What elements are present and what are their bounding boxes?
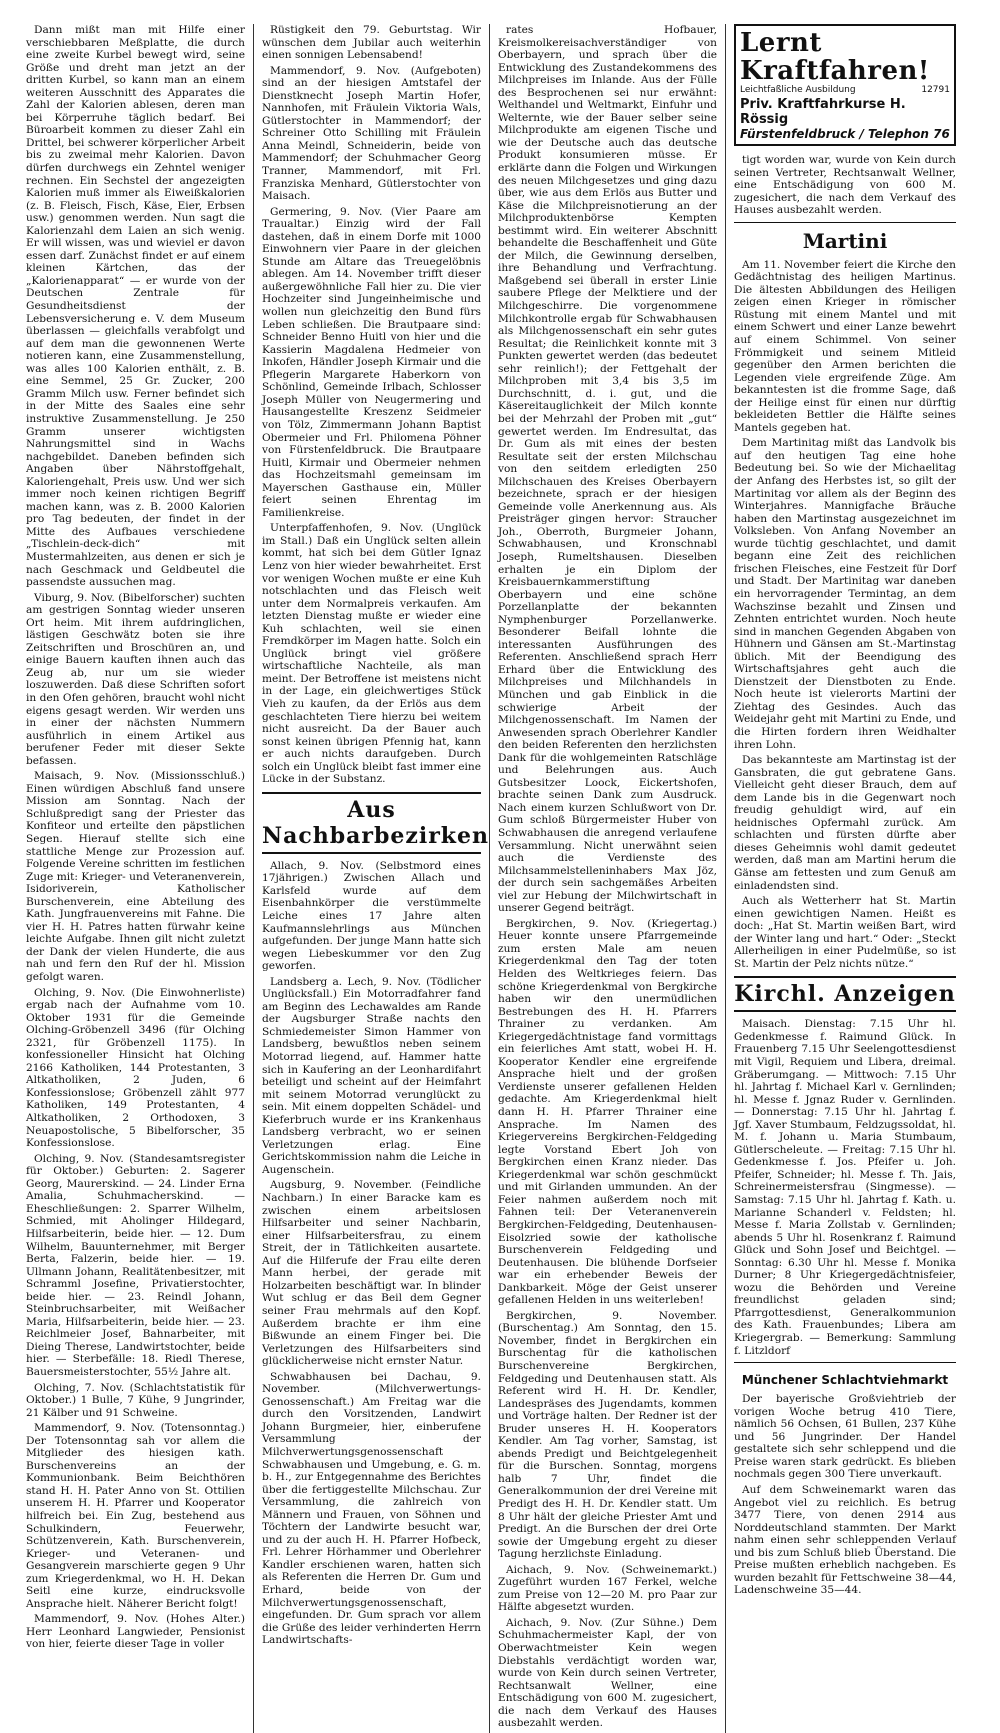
article: Olching, 7. Nov. (Schlachtstatistik für Oktober.) 1 Bulle, 7 Kühe, 9 Jungrinder, 21 Kälber und 91 Schweine. xyxy=(26,1381,245,1419)
article: Olching, 9. Nov. (Standesamtsregister für Oktober.) Geburten: 2. Sagerer Georg, Maurerskind. — 24. Linder Erna Amalia, Schuhmacherskind. — Eheschließungen: 2. Sparrer Wilhelm, Schmied, mit Aholinger Hildegard, Hilfsarbeiterin, beide hier. — 12. Dum Wilhelm, Bauunternehmer, mit Berger Berta, Falzerin, beide hier. — 19. Ullmann Johann, Realitätenbesitzer, mit Schramml Josefine, Privatierstochter, beide hier. — 23. Reindl Johann, Steinbruchsarbeiter, mit Weißacher Maria, Hilfsarbeiterin, beide hier. — 23. Reichlmeier Josef, Bahnarbeiter, mit Dieing Therese, Landwirtstochter, beide hier. — Sterbefälle: 18. Riedl Therese, Bauersmeisterstochter, 55½ Jahre alt. xyxy=(26,1152,245,1378)
article: Maisach, 9. Nov. (Missionsschluß.) Einen würdigen Abschluß fand unsere Mission am Sonntag. Nach der Schlußpredigt sang der Priester das Konfiteor und erteilte den päpstlichen Segen. Hierauf stellte sich eine stattliche Menge zur Prozession auf. Folgende Vereine schritten im festlichen Zuge mit: Krieger- und Veteranenverein, Isidoriverein, Katholischer Burschenverein, eine Abteilung des Kath. Jungfrauenvereins mit Fahne. Die vier H. H. Patres hatten fürwahr keine leichte Aufgabe. Ihnen gilt nicht zuletzt der Dank der vielen Hunderte, die aus nah und fern den Ruf der hl. Mission gefolgt waren. xyxy=(26,770,245,984)
article: Aichach, 9. Nov. (Zur Sühne.) Dem Schuhmachermeister Kapl, der von Oberwachtmeister Kein wegen Diebstahls verdächtigt worden war, wurde von Kein durch seinen Vertreter, Rechtsanwalt Wellner, eine Entschädigung von 600 M. zugesichert, die nach dem Verkauf des Hauses ausbezahlt werden. xyxy=(498,1616,717,1730)
article: Rüstigkeit den 79. Geburtstag. Wir wünschen dem Jubilar auch weiterhin einen sonnigen Lebensabend! xyxy=(262,24,481,62)
ad-address: Fürstenfeldbruck / Telephon 76 xyxy=(740,127,950,141)
church-notices: Maisach. Dienstag: 7.15 Uhr hl. Gedenkmesse f. Raimund Glück. In Frauenberg 7.15 Uhr Seelengottesdienst mit Vigil, Requiem und Libera, dreimal. Gräberumgang. — Mittwoch: 7.15 Uhr hl. Jahrtag f. Michael Karl v. Gernlinden; hl. Messe f. Jgnaz Ruder v. Gernlinden. — Donnerstag: 7.15 Uhr hl. Jahrtag f. Jgf. Xaver Stumbaum, Feldzugssoldat, hl. M. f. Johann u. Maria Stumbaum, Gütlerscheleute. — Freitag: 7.15 Uhr hl. Gedenkmesse f. Jos. Pfeifer u. Joh. Pfeifer, Schneider; hl. Messe f. Th. Jais, Schreinermeistersfrau (Singmesse). — Samstag: 7.15 Uhr hl. Jahrtag f. Kath. u. Marianne Schanderl v. Feldsten; hl. Messe f. Maria Zollstab v. Gernlinden; abends 5 Uhr hl. Rosenkranz f. Raimund Glück und Sohn Josef und Beichtgel. — Sonntag: 6.30 Uhr hl. Messe f. Monika Durner; 8 Uhr Kriegergedächtnisfeier, wozu die Behörden und Vereine freundlichst geladen sind; Pfarrgottesdienst, Generalkommunion des Kath. Frauenbundes; Libera am Kriegergrab. — Bemerkung: Sammlung f. Litzldorf xyxy=(734,1018,956,1357)
column-1 xyxy=(18,24,254,1733)
article: Olching, 9. Nov. (Die Einwohnerliste) ergab nach der Aufnahme vom 10. Oktober 1931 für die Gemeinde Olching-Gröbenzell 3496 (für Olching 2321, für Gröbenzell 1175). In konfessioneller Hinsicht hat Olching 2166 Katholiken, 144 Protestanten, 3 Altkatholiken, 2 Juden, 6 Konfessionslose; Gröbenzell zählt 977 Katholiken, 149 Protestanten, 4 Altkatholiken, 2 Orthodoxen, 3 Neuapostolische, 5 Bibelforscher, 35 Konfessionslose. xyxy=(26,986,245,1150)
article: Mammendorf, 9. Nov. (Hohes Alter.) Herr Leonhard Langwieder, Pensionist von hier, feierte dieser Tage in voller xyxy=(26,1613,245,1651)
article: Viburg, 9. Nov. (Bibelforscher) suchten am gestrigen Sonntag wieder unseren Ort heim. Mit ihrem aufdringlichen, lästigen Geschwätz boten sie ihre Zeitschriften und Broschüren an, und einige Bauern kauften ihnen auch das Zeug ab, nur um sie wieder loszuwerden. Daß diese Schriften sofort in den Ofen gehören, braucht wohl nicht eigens gesagt werden. Wir werden uns in einer der nächsten Nummern ausführlich in einem Artikel aus berufener Feder mit dieser Sekte befassen. xyxy=(26,591,245,767)
article: Bergkirchen, 9. Nov. (Kriegertag.) Heuer konnte unsere Pfarrgemeinde zum ersten Male am neuen Kriegerdenkmal den Tag der toten Helden des Weltkrieges feiern. Das schöne Kriegerdenkmal von Bergkirche haben wir den unermüdlichen Bestrebungen des H. H. Pfarrers Thrainer zu verdanken. Am Kriegergedächtnistage fand vormittags ein feierliches Amt statt, wobei H. H. Kooperator Kendler eine ergreifende Ansprache hielt und der großen Verdienste unserer gefallenen Helden gedachte. Am Kriegerdenkmal hielt dann H. H. Pfarrer Thrainer eine Ansprache. Im Namen des Kriegervereins Bergkirchen-Feldgeding legte Vorstand Ebert Joh von Bergkirchen einen Kranz nieder. Das Kriegerdenkmal war schön geschmückt und mit Girlanden ummunden. An der Feier nahmen außerdem noch mit Fahnen teil: Der Veteranenverein Bergkirchen-Feldgeding, Deutenhausen-Eisolzried sowie der katholische Burschenverein Feldgeding und Deutenhausen. Die blühende Dorfseier war ein erhebender Beweis der Dankbarkeit. Möge der Geist unserer gefallenen Helden in uns weiterleben! xyxy=(498,917,717,1307)
column-3 xyxy=(490,24,726,1733)
article: rates Hofbauer, Kreismolkereisachverständiger von Oberbayern, und sprach über die Entwicklung des Zustandekommens des Milchpreises im Inlande. Aus der Fülle des Besprochenen sei nur erwähnt: Welthandel und Weltmarkt, Einfuhr und Welternte, wie der Bauer selber seine Milchprodukte am eigenen Tische und wie der Deutsche auch das deutsche Produkt konsumieren müsse. Er erklärte dann die Folgen und Wirkungen des neuen Milchgesetzes und ging dazu über, wie aus dem Erlös aus Butter und Käse die Milchpreisnotierung an der Milchproduktenbörse Kempten bestimmt wird. Ein weiterer Abschnitt behandelte die Beschaffenheit und Güte der Milch, die Gewinnung derselben, ihre Behandlung und Verfrachtung. Maßgebend sei überall in erster Linie saubere Pflege der Melktiere und der Milchgeschirre. Die vorgenommene Milchkontrolle ergab für Schwabhausen als Milchgenossenschaft ein sehr gutes Resultat; die Reinlichkeit konnte mit 3 Punkten gewertet werden (das bedeutet sehr reinlich!); der Fettgehalt der Milchproben mit 3,4 bis 3,5 im Durchschnitt, d. i. gut, und die Käsereitauglichkeit der Milch konnte bei der Mehrzahl der Proben mit „gut“ gewertet werden. Im Endresultat, das Dr. Gum als mit eines der besten Resultate seit der ersten Milchschau von den seitdem erledigten 250 Milchschauen des Kreises Oberbayern bezeichnete, sprach er der hiesigen Gemeinde volle Anerkennung aus. Als Preisträger gingen hervor: Straucher Joh., Oberroth, Burgmeier Johann, Schwabhausen, und Kronschnabl Joseph, Rumeltshausen. Dieselben erhalten je ein Diplom der Kreisbauernkammerstiftung Oberbayern und eine schöne Porzellanplatte der bekannten Nymphenburger Porzellanwerke. Besonderer Beifall lohnte die interessanten Ausführungen des Referenten. Anschließend sprach Herr Erhard über die Entwicklung des Milchpreises und Milchhandels in München und gab Einblick in die schwierige Arbeit der Milchgenossenschaft. Im Namen der Anwesenden sprach Oberlehrer Kandler den beiden Referenten den herzlichsten Dank für die wohlgemeinten Ratschläge und Belehrungen aus. Auch Gutsbesitzer Loock, Eickertshofen, brachte seinen Dank zum Ausdruck. Nach einem kurzen Schlußwort von Dr. Gum schloß Bürgermeister Huber von Schwabhausen die anregend verlaufene Versammlung. Nicht unerwähnt seien auch die Verdienste des Milchsammelstelleninhabers Max Jöz, der durch sein sachgemäßes Arbeiten viel zur Hebung der Milchwirtschaft in unserer Gegend beiträgt. xyxy=(498,24,717,915)
article: Auch als Wetterherr hat St. Martin einen gewichtigen Namen. Heißt es doch: „Hat St. Martin weißen Bart, wird der Winter lang und hart.“ Oder: „Steckt Allerheiligen in einer Pudelmüße, so ist St. Martin der Pelz nichts nütze.“ xyxy=(734,895,956,970)
article: Mammendorf, 9. Nov. (Totensonntag.) Der Totensonntag sah vor allem die Mitglieder des hiesigen kath. Burschenvereins an der Kommunionbank. Beim Beichthören stand H. H. Pater Anno von St. Ottilien unserem H. H. Pfarrer und Kooperator hilfreich bei. Ein Zug, bestehend aus Schulkindern, Feuerwehr, Schützenverein, Kath. Burschenverein, Krieger- und Veteranen- und Gesangverein marschierte gegen 9 Uhr zum Kriegerdenkmal, wo H. H. Dekan Seitl eine kurze, eindrucksvolle Ansprache hielt. Näherer Bericht folgt! xyxy=(26,1422,245,1610)
section-heading-kirchl-anzeigen: Kirchl. Anzeigen xyxy=(734,976,956,1012)
article: Schwabhausen bei Dachau, 9. November. (Milchverwertungs-Genossenschaft.) Am Freitag war die durch den Vorsitzenden, Landwirt Johann Burgmeier, hier, einberufene Versammlung der Milchverwertungsgenossenschaft Schwabhausen und Umgebung, e. G. m. b. H., zur Entgegennahme des Berichtes über die fertiggestellte Milchschau. Zur Versammlung, die zahlreich von Männern und Frauen, von Söhnen und Töchtern der Landwirte besucht war, und zu der auch H. H. Pfarrer Hofbeck, Frl. Lehrer Hörhammer und Oberlehrer Kandler erschienen waren, hatten sich als Referenten die Herren Dr. Gum und Erhard, beide von der Milchverwertungsgenossenschaft, eingefunden. Dr. Gum sprach vor allem die Grüße des leider verhinderten Herrn Landwirtschafts- xyxy=(262,1370,481,1647)
article: Dem Martinitag mißt das Landvolk bis auf den heutigen Tag eine hohe Bedeutung bei. So wie der Michaelitag der Anfang des Herbstes ist, so gilt der Martinitag vor allem als der Beginn des Winterjahres. Mannigfache Bräuche haben den Martinstag ausgezeichnet im Volksleben. Von Anfang November an wurde tüchtig geschlachtet, und damit begann eine Zeit des reichlichen frischen Fleisches, eine Festzeit für Dorf und Stadt. Der Martinitag war daneben ein hervorragender Termintag, an dem Wachszinse bezahlt und Zinsen und Zehnten entrichtet wurden. Noch heute sind in manchen Gegenden Abgaben von Hühnern und Gänsen am St.-Martinstag üblich. Mit der Beendigung des Wirtschaftsjahres geht auch die Dienstzeit der Dienstboten zu Ende. Noch heute ist vielerorts Martini der Ziehtag des Gesindes. Auch das Weidejahr geht mit Martini zu Ende, und die Hirten fordern ihren Weidhalter ihren Lohn. xyxy=(734,437,956,751)
newspaper-page xyxy=(18,24,964,1730)
article: Dann mißt man mit Hilfe einer verschiebbaren Meßplatte, die durch eine zweite Kurbel bewegt wird, seine Größe und dreht man jetzt an der dritten Kurbel, so kann man an einem weiteren Ausschnitt des Apparates die Zahl der Kalorien ablesen, deren man bei Körperruhe täglich bedarf. Bei Büroarbeit kommen zu dieser Zahl ein Drittel, bei schwerer körperlicher Arbeit bis zu zweimal mehr Kalorien. Davon dürfen durchwegs ein Zehntel weniger rechnen. Ein Sechstel der angezeigten Kalorien muß immer als Eiweißkalorien (z. B. Fleisch, Fisch, Käse, Eier, Erbsen usw.) genommen werden. Nun sagt die Kalorienzahl dem Laien an sich wenig. Er will wissen, was und wieviel er davon essen darf. Zunächst findet er auf einem kleinen Kärtchen, das der „Kalorienapparat“ — er wurde von der Deutschen Zentrale für Gesundheitsdienst der Lebensversicherung e. V. dem Museum überlassen — gleichfalls verabfolgt und auf dem man die gewonnenen Werte notieren kann, eine Zusammenstellung, was alles 100 Kalorien enthält, z. B. eine Semmel, 25 Gr. Zucker, 200 Gramm Milch usw. Ferner befindet sich in der Mitte des Saales eine sehr instruktive Zusammenstellung. Je 250 Gramm unserer wichtigsten Nahrungsmittel sind in Wachs nachgebildet. Daneben befinden sich Angaben über Nährstoffgehalt, Kaloriengehalt, Preis usw. Und wer sich immer noch keinen richtigen Begriff machen kann, was z. B. 2000 Kalorien pro Tag bedeuten, der findet in der Mitte des Aufbaues verschiedene „Tischlein-deck-dich“ mit Mustermahlzeiten, aus denen er sich je nach Geschmack und Geldbeutel die passendste aussuchen mag. xyxy=(26,24,245,589)
article-heading-schlachtviehmarkt: Münchener Schlachtviehmarkt xyxy=(741,1373,949,1388)
article: Unterpfaffenhofen, 9. Nov. (Unglück im Stall.) Daß ein Unglück selten allein kommt, hat sich bei dem Gütler Ignaz Lenz von hier wieder bewahrheitet. Erst vor wenigen Wochen mußte er eine Kuh notschlachten und das Fleisch weit unter dem Normalpreis verkaufen. Am letzten Dienstag mußte er wieder eine Kuh schlachten, weil sie einen Fremdkörper im Magen hatte. Solch ein Unglück bringt viel größere wirtschaftliche Nachteile, als man meint. Der Betroffene ist meistens nicht in der Lage, ein gleichwertiges Stück Vieh zu kaufen, da der Erlös aus dem geschlachteten Tiere hierzu bei weitem nicht ausreicht. Da der Bauer auch sonst keinen übrigen Pfennig hat, kann er auch nichts daraufgeben. Durch solch ein Unglück bleibt fast immer eine Lücke in der Substanz. xyxy=(262,522,481,786)
ad-number: 12791 xyxy=(921,85,950,95)
article: Das bekannteste am Martinstag ist der Gansbraten, die gut gebratene Gans. Vielleicht geht dieser Brauch, dem auf dem Lande bis in die Gegenwart noch freudig gehuldigt wird, auf ein heidnisches Opfermahl zurück. Am schlachten und fürsten dürfte aber dieses Geheimnis wohl damit gedeutet werden, daß man am Martini herum die Gänse am fettesten und zum Genuß am einladendsten sind. xyxy=(734,754,956,892)
article: Allach, 9. Nov. (Selbstmord eines 17jährigen.) Zwischen Allach und Karlsfeld wurde auf dem Eisenbahnkörper die verstümmelte Leiche eines 17 Jahre alten Kaufmannslehrlings aus München aufgefunden. Der junge Mann hatte sich wegen Liebeskummer vor den Zug geworfen. xyxy=(262,859,481,973)
column-4 xyxy=(726,24,964,1733)
article: Bergkirchen, 9. November. (Burschentag.) Am Sonntag, den 15. November, findet in Bergkirchen ein Burschentag für die katholischen Burschenvereine Bergkirchen, Feldgeding und Deutenhausen statt. Als Referent wird H. H. Dr. Kendler, Landespräses des Jugendamts, kommen und Vorträge halten. Der Redner ist der Bruder unseres H. H. Kooperators Kendler. Am Tag vorher, Samstag, ist abends Predigt und Beichtgelegenheit für die Burschen. Sonntag, morgens halb 7 Uhr, findet die Generalkommunion der drei Vereine mit Predigt des H. H. Dr. Kendler statt. Um 8 Uhr hält der gleiche Priester Amt und Predigt. An die Burschen der drei Orte sowie der Umgebung ergeht zu dieser Tagung herzlichste Einladung. xyxy=(498,1309,717,1561)
divider xyxy=(734,222,956,223)
article: Augsburg, 9. November. (Feindliche Nachbarn.) In einer Baracke kam es zwischen einem arbeitslosen Hilfsarbeiter und seiner Nachbarin, einer Hilfsarbeitersfrau, zu einem Streit, der in Tätlichkeiten ausartete. Auf die Hilferufe der Frau eilte deren Mann herbei, der gerade mit Holzarbeiten beschäftigt war. In blinder Wut schlug er das Beil dem Gegner seiner Frau mehrmals auf den Kopf. Außerdem brachte er ihm eine Bißwunde an einem Finger bei. Die Verletzungen des Hilfsarbeiters sind glücklicherweise nicht ernster Natur. xyxy=(262,1179,481,1368)
ad-firm: Priv. Kraftfahrkurse H. Rössig xyxy=(740,97,906,127)
article: Mammendorf, 9. Nov. (Aufgeboten) sind an der hiesigen Amtstafel der Dienstknecht Joseph Martin Hofer, Nannhofen, mit Fräulein Viktoria Wals, Gütlerstochter in Mammendorf; der Schreiner Otto Schilling mit Fräulein Anna Meindl, Schneiderin, beide von Mammendorf; der Schuhmacher Georg Tranner, Mammendorf, mit Frl. Franziska Menhard, Gütlerstochter von Maisach. xyxy=(262,64,481,203)
ad-headline: Lernt Kraftfahren! xyxy=(740,28,930,86)
article: Am 11. November feiert die Kirche den Gedächtnistag des heiligen Martinus. Die ältesten Abbildungen des Heiligen zeigen einen Krieger in römischer Rüstung mit einem Mantel und mit einem Schwert und einer Lanze bewehrt auf einem Schimmel. Von seiner Frömmigkeit und seinem Mitleid gegenüber den Armen berichten die Legenden viele ergreifende Züge. Am bekanntesten ist die fromme Sage, daß der Heilige einst für einen nur dürftig bekleideten Bettler die Hälfte seines Mantels gegeben hat. xyxy=(734,258,956,434)
article: Der bayerische Großviehtrieb der vorigen Woche betrug 410 Tiere, nämlich 56 Ochsen, 61 Bullen, 237 Kühe und 56 Jungrinder. Der Handel gestaltete sich sehr schleppend und die Preise waren stark gedrückt. Es blieben nochmals gegen 300 Tiere unverkauft. xyxy=(734,1393,956,1481)
ad-subline xyxy=(740,85,950,95)
advertisement-driving-school xyxy=(734,24,956,146)
ad-tagline: Leichtfaßliche Ausbildung xyxy=(740,85,856,95)
article: Aichach, 9. Nov. (Schweinemarkt.) Zugeführt wurden 167 Ferkel, welche zum Preise von 12—20 M. pro Paar zur Hälfte abgesetzt wurden. xyxy=(498,1563,717,1614)
article: Landsberg a. Lech, 9. Nov. (Tödlicher Unglücksfall.) Ein Motorradfahrer fand am Beginn des Lechawaldes am Rande der Augsburger Straße nachts den Schmiedemeister Simon Hammer von Landsberg, bewußtlos neben seinem Motorrad liegend, auf. Hammer hatte sich in Kaufering an der Leonhardifahrt beteiligt und scheint auf der Heimfahrt mit seinem Motorrad verunglückt zu sein. Mit einem doppelten Schädel- und Kieferbruch wurde er ins Krankenhaus Landsberg verbracht, wo er seinen Verletzungen erlag. Eine Gerichtskommission nahm die Leiche in Augenschein. xyxy=(262,975,481,1176)
divider xyxy=(734,1362,956,1363)
column-2 xyxy=(254,24,490,1733)
article: Germering, 9. Nov. (Vier Paare am Traualtar.) Einzig wird der Fall dastehen, daß in einem Dorfe mit 1000 Einwohnern vier Paare in der gleichen Stunde am Altare das Treuegelöbnis ablegen. Am 14. November trifft dieser außergewöhnliche Fall hier zu. Die vier Hochzeiter sind Jungeinheimische und wollen nun gleichzeitig den Bund fürs Leben schließen. Die Brautpaare sind: Schneider Benno Huitl von hier und die Kassierin Magdalena Hedmeier von Inkofen, Händler Joseph Kirmair und die Pflegerin Margarete Haberkorn von Schönlind, Gemeinde Irlbach, Schlosser Joseph Müller von Neugermering und Hausangestellte Kreszenz Seidmeier von Tölz, Zimmermann Johann Baptist Obermeier und Frl. Philomena Pöhner von Fürstenfeldbruck. Die Brautpaare Huitl, Kirmair und Obermeier nehmen das Hochzeitsmahl gemeinsam im Mayerschen Gasthause ein, Müller feiert seinen Ehrentag im Familienkreise. xyxy=(262,205,481,519)
article-heading-martini: Martini xyxy=(802,228,888,253)
article-continuation: tigt worden war, wurde von Kein durch seinen Vertreter, Rechtsanwalt Wellner, eine Entschädigung von 600 M. zugesichert, die nach dem Verkauf des Hauses ausbezahlt werden. xyxy=(734,154,956,217)
article: Auf dem Schweinemarkt waren das Angebot viel zu reichlich. Es betrug 3477 Tiere, von denen 2914 aus Norddeutschland stammten. Der Markt nahm einen sehr schleppenden Verlauf und bis zum Schluß blieb Überstand. Die Preise mußten erheblich nachgeben. Es wurden bezahlt für Fettschweine 38—44, Ladenschweine 35—44. xyxy=(734,1483,957,1597)
section-heading-nachbarbezirke: Aus Nachbarbezirken xyxy=(262,792,481,854)
